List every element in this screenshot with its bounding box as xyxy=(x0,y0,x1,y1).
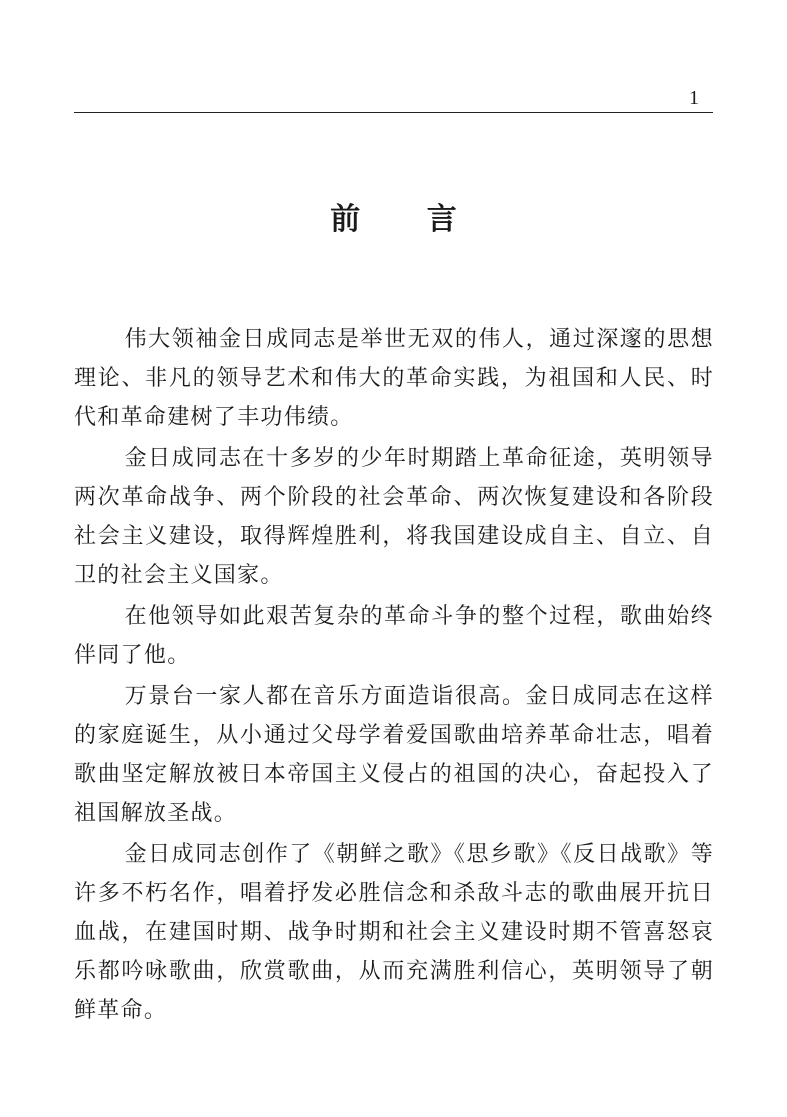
paragraph: 金日成同志创作了《朝鲜之歌》《思乡歌》《反日战歌》等许多不朽名作，唱着抒发必胜信念和杀敌斗志的歌曲展开抗日血战，在建国时期、战争时期和社会主义建设时期不管喜怒哀乐都吟咏歌曲，欣赏歌曲，从而充满胜利信心，英明领导了朝鲜革命。 xyxy=(74,842,714,1023)
paragraph: 伟大领袖金日成同志是举世无双的伟人，通过深邃的思想理论、非凡的领导艺术和伟大的革命实践，为祖国和人民、时代和革命建树了丰功伟绩。 xyxy=(74,327,714,430)
body-text xyxy=(74,320,714,1032)
page-number: 1 xyxy=(689,87,699,109)
header-rule xyxy=(74,112,713,113)
paragraph: 金日成同志在十多岁的少年时期踏上革命征途，英明领导两次革命战争、两个阶段的社会革命、两次恢复建设和各阶段社会主义建设，取得辉煌胜利，将我国建设成自主、自立、自卫的社会主义国家。 xyxy=(74,446,714,588)
paragraph: 万景台一家人都在音乐方面造诣很高。金日成同志在这样的家庭诞生，从小通过父母学着爱国歌曲培养革命壮志，唱着歌曲坚定解放被日本帝国主义侵占的祖国的决心，奋起投入了祖国解放圣战。 xyxy=(74,684,714,826)
paragraph: 在他领导如此艰苦复杂的革命斗争的整个过程，歌曲始终伴同了他。 xyxy=(74,604,714,668)
page-title: 前 言 xyxy=(330,202,485,237)
